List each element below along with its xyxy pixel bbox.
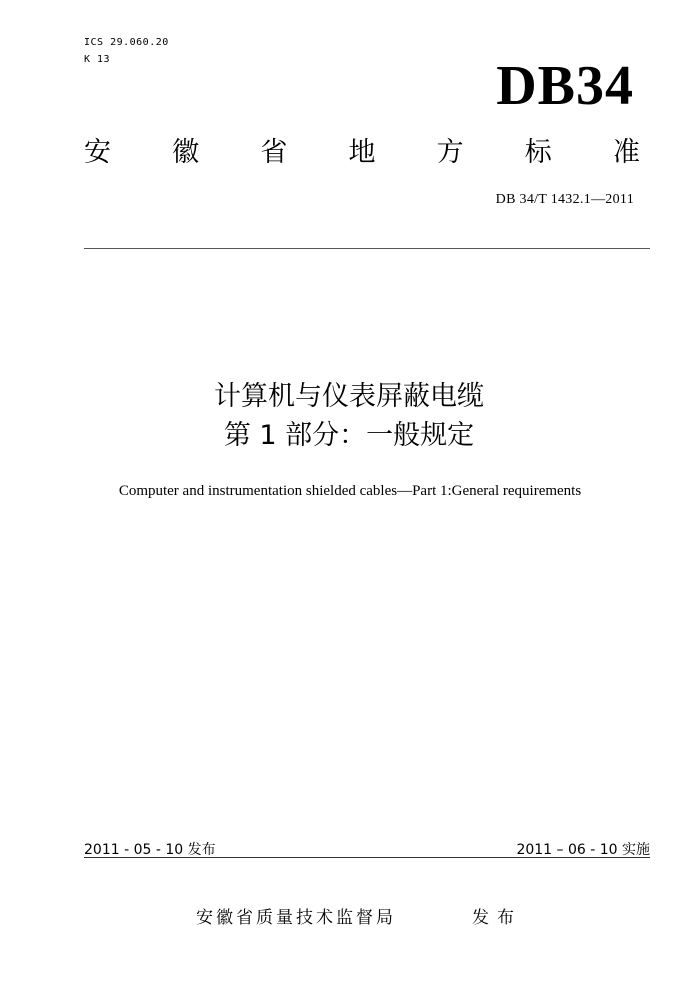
standard-name-char: 徽 (172, 137, 200, 168)
footer-divider (84, 857, 650, 858)
issuing-authority: 安徽省质量技术监督局 (196, 908, 396, 928)
standard-name-char: 准 (612, 137, 640, 168)
standard-number: DB 34/T 1432.1—2011 (495, 192, 634, 207)
standard-logo-text: DB34 (496, 55, 634, 117)
implementation-date: 2011 – 06 - 10 实施 (516, 842, 650, 858)
standard-name-char: 标 (524, 137, 552, 168)
document-title-line-1: 计算机与仪表屏蔽电缆 (214, 381, 484, 412)
standard-name-char: 方 (436, 137, 464, 168)
publish-label: 发布 (472, 908, 522, 928)
standard-name-char: 地 (348, 137, 376, 168)
standard-name-char: 安 (84, 137, 111, 168)
header-divider (84, 248, 650, 249)
document-title-line-2: 第 1 部分：一般规定 (223, 420, 475, 451)
standard-type-name (84, 137, 640, 169)
issue-date: 2011 - 05 - 10 发布 (84, 842, 216, 858)
english-title: Computer and instrumentation shielded cables—Part 1:General requirements (118, 483, 582, 499)
standard-name-char: 省 (260, 137, 288, 168)
classification-code: K 13 (84, 54, 111, 65)
ics-code: ICS 29.060.20 (84, 37, 169, 48)
